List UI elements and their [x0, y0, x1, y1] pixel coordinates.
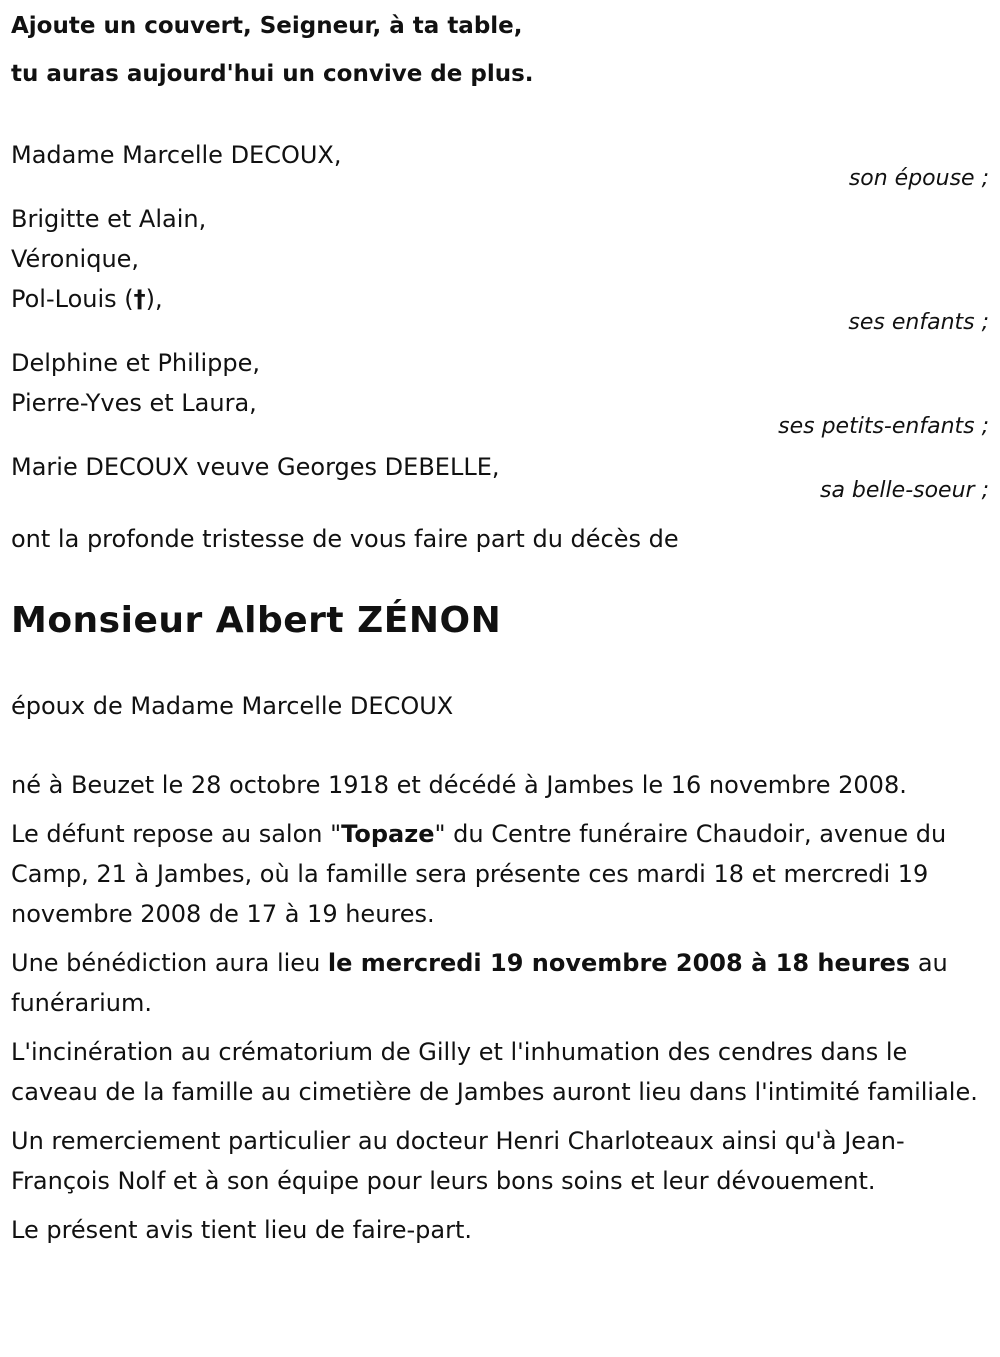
repose-text-end: " du Centre funéraire Chaudoir, avenue du Camp, 21 à Jambes, où la famille sera présente ces mardi 18 et mercredi 19 novembre 2008 de 17 à 19 heures.	[11, 820, 947, 928]
grandchild-name: Pierre-Yves et Laura,	[11, 389, 257, 417]
grandchild-name: Delphine et Philippe,	[11, 349, 260, 377]
thanks-paragraph: Un remerciement particulier au docteur Henri Charloteaux ainsi qu'à Jean-François Nolf et à son équipe pour leurs bons soins et leur dévouement.	[11, 1127, 905, 1195]
salon-name: Topaze	[341, 820, 435, 848]
blessing-text-end: au funérarium.	[11, 949, 948, 1017]
children-group	[11, 199, 989, 335]
blessing-datetime: le mercredi 19 novembre 2008 à 18 heures	[327, 949, 911, 977]
sister-in-law-relation: sa belle-soeur ;	[820, 478, 989, 503]
obituary-notice	[0, 2, 1000, 1357]
child-name: Véronique,	[11, 245, 140, 273]
opening-verse	[11, 2, 989, 98]
child-name-suffix: ),	[145, 285, 163, 313]
verse-line-1: Ajoute un couvert, Seigneur, à ta table,	[11, 13, 523, 39]
cremation-paragraph: L'incinération au crématorium de Gilly et l'inhumation des cendres dans le caveau de la famille au cimetière de Jambes auront lieu dans l'intimité familiale.	[11, 1038, 978, 1106]
closing-paragraph: Le présent avis tient lieu de faire-part.	[11, 1216, 473, 1244]
announcement-intro: ont la profonde tristesse de vous faire part du décès de	[11, 525, 679, 553]
spouse-name: Madame Marcelle DECOUX,	[11, 141, 342, 169]
spouse-relation: son épouse ;	[848, 166, 989, 191]
spouse-of-line: époux de Madame Marcelle DECOUX	[11, 692, 454, 720]
blessing-paragraph	[11, 943, 989, 1023]
spouse-group	[11, 135, 989, 191]
sister-in-law-name: Marie DECOUX veuve Georges DEBELLE,	[11, 453, 500, 481]
cross-icon: †	[133, 285, 146, 313]
grandchildren-group	[11, 343, 989, 439]
children-relation: ses enfants ;	[848, 310, 989, 335]
blessing-text-start: Une bénédiction aura lieu	[11, 949, 328, 977]
verse-line-2: tu auras aujourd'hui un convive de plus.	[11, 61, 534, 87]
deceased-name: Monsieur Albert ZÉNON	[11, 600, 502, 641]
sister-in-law-group	[11, 447, 989, 503]
repose-text-start: Le défunt repose au salon "	[11, 820, 342, 848]
child-name-text: Pol-Louis (	[11, 285, 134, 313]
family-list	[11, 135, 989, 503]
repose-paragraph	[11, 814, 989, 934]
grandchildren-relation: ses petits-enfants ;	[778, 414, 989, 439]
birth-death-dates: né à Beuzet le 28 octobre 1918 et décédé à Jambes le 16 novembre 2008.	[11, 771, 907, 799]
child-name: Brigitte et Alain,	[11, 205, 207, 233]
